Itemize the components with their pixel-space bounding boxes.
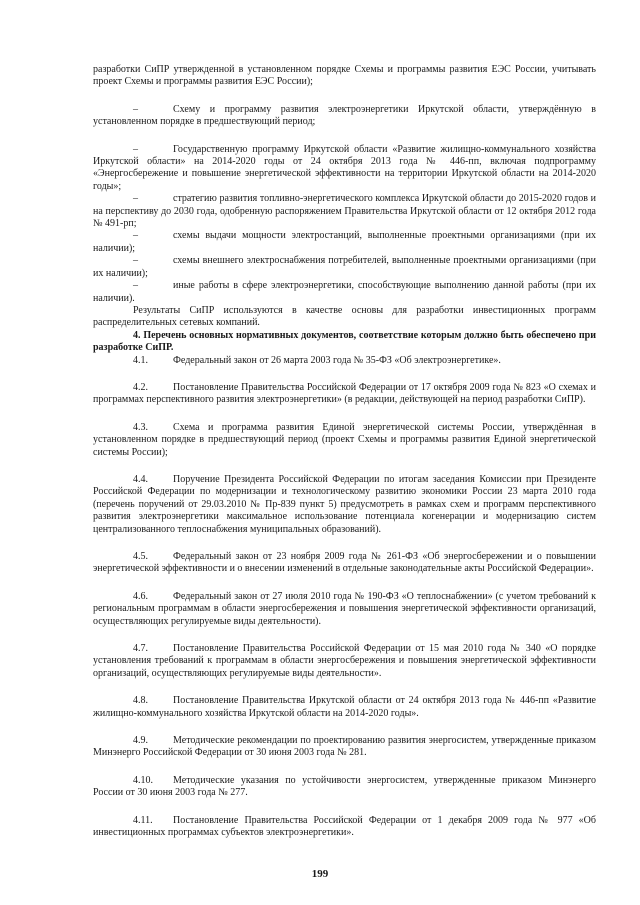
paragraph-results: Результаты СиПР используются в качестве основы для разработки инвестиционных программ распределительных сетевых компаний.: [93, 304, 596, 329]
item-number: 4.4.: [133, 473, 148, 485]
list-item-text: Постановление Правительства Иркутской области от 24 октября 2013 года № 446-пп «Развитие жилищно-коммунального хозяйства Иркутской области на 2014-2020 годы».: [93, 695, 596, 719]
list-item-numbered: [93, 695, 596, 720]
list-item-text: Схему и программу развития электроэнергетики Иркутской области, утверждённую в установленном порядке в предшествующий период;: [93, 103, 596, 128]
list-item-numbered: [93, 735, 596, 760]
section-heading: 4. Перечень основных нормативных документов, соответствие которым должно быть обеспечено при разработке СиПР.: [93, 329, 596, 354]
list-item-text: Методические указания по устойчивости энергосистем, утвержденные приказом Минэнерго России от 30 июня 2003 года № 277.: [93, 774, 596, 799]
list-item-dash: [93, 280, 596, 305]
list-item-text: схемы внешнего электроснабжения потребителей, выполненные проектными организациями (при их наличии);: [93, 255, 596, 279]
item-number: 4.2.: [133, 381, 148, 393]
list-item-text: Государственную программу Иркутской области «Развитие жилищно-коммунального хозяйства Иркутской области» на 2014-2020 годы от 24 октября 2013 года № 446-пп, включая подпрограмму «Энергосбережение и повышение энергетической эффективности на территории Иркутской области на 2014-2020 годы»;: [93, 143, 596, 192]
page-number: 199: [311, 868, 329, 880]
item-number: 4.11.: [133, 814, 153, 826]
list-item-numbered: [93, 551, 596, 576]
item-number: 4.10.: [133, 774, 153, 786]
dash-marker: –: [133, 280, 138, 292]
list-item-numbered: [93, 815, 596, 840]
list-item-numbered: [93, 382, 596, 407]
item-number: 4.8.: [133, 695, 148, 707]
list-item-text: Федеральный закон от 27 июля 2010 года № 190-ФЗ «О теплоснабжении» (с учетом требований к региональным программам в области энергосбережения и повышения энергетической эффективности организаций, осуществляющих регулируемые виды деятельности).: [93, 590, 596, 627]
dash-marker: –: [133, 255, 138, 267]
item-number: 4.5.: [133, 551, 148, 562]
item-number: 4.6.: [133, 590, 148, 602]
list-item-text: стратегию развития топливно-энергетического комплекса Иркутской области до 2015-2020 годов и на перспективу до 2030 года, одобренную распоряжением Правительства Иркутской области от 12 октября 2012 года № 491-рп;: [93, 193, 596, 230]
list-item-text: Постановление Правительства Российской Федерации от 17 октября 2009 года № 823 «О схемах и программах перспективного развития электроэнергетики» (в редакции, действующей на период разработки СиПР).: [93, 381, 596, 406]
list-item-text: схемы выдачи мощности электростанций, выполненные проектными организациями (при их наличии);: [93, 230, 596, 254]
item-number: 4.9.: [133, 735, 148, 747]
list-item-text: Постановление Правительства Российской Федерации от 15 мая 2010 года № 340 «О порядке установления требований к программам в области энергосбережения и повышения энергетической эффективности организаций, осуществляющих регулируемые виды деятельности».: [93, 643, 596, 679]
paragraph-continuation: разработки СиПР утвержденной в установленном порядке Схемы и программы развития ЕЭС России, учитывать проект Схемы и программы развития ЕЭС России);: [93, 64, 596, 88]
list-item-text: Федеральный закон от 23 ноября 2009 года № 261-ФЗ «Об энергосбережении и о повышении энергетической эффективности и о внесении изменений в отдельные законодательные акты Российской Федерации».: [93, 551, 596, 575]
list-item-numbered: [93, 775, 596, 800]
dash-marker: –: [133, 143, 138, 155]
list-item-numbered: [93, 422, 596, 459]
document-body: [93, 64, 596, 840]
list-item-dash: [93, 255, 596, 280]
list-item-text: Схема и программа развития Единой энергетической системы России, утверждённая в установленном порядке в предшествующий период (проект Схемы и программы развития Единой энергетической системы России);: [93, 421, 596, 458]
list-item-numbered: [93, 355, 596, 367]
list-item-dash: [93, 230, 596, 255]
dash-marker: –: [133, 103, 138, 115]
item-number: 4.7.: [133, 643, 148, 655]
item-number: 4.3.: [133, 421, 148, 433]
list-item-text: иные работы в сфере электроэнергетики, способствующие выполнению данной работы (при их наличии).: [93, 280, 596, 304]
list-item-dash: [93, 144, 596, 194]
list-item-text: Методические рекомендации по проектированию развития энергосистем, утвержденные приказом Минэнерго Российской Федерации от 30 июня 2003 года № 281.: [93, 735, 596, 759]
list-item-text: Постановление Правительства Российской Федерации от 1 декабря 2009 года № 977 «Об инвестиционных программах субъектов электроэнергетики».: [93, 814, 596, 839]
dash-marker: –: [133, 193, 138, 205]
dash-marker: –: [133, 230, 138, 242]
list-item-numbered: [93, 591, 596, 628]
list-item-text: Поручение Президента Российской Федерации по итогам заседания Комиссии при Президенте Российской Федерации по модернизации и технологическому развитию экономики России 23 марта 2010 года (перечень поручений от 29.03.2010 № Пр-839 пункт 5) предусмотреть в рамках схем и программ перспективного развития электроэнергетики максимальное использование потенциала когенерации и модернизацию систем централизованного теплоснабжения муниципальных образований).: [93, 473, 596, 535]
list-item-text: Федеральный закон от 26 марта 2003 года № 35-ФЗ «Об электроэнергетике».: [173, 354, 501, 366]
list-item-numbered: [93, 643, 596, 680]
list-item-dash: [93, 193, 596, 230]
item-number: 4.1.: [133, 354, 148, 366]
list-item-dash: [93, 104, 596, 129]
list-item-numbered: [93, 474, 596, 536]
